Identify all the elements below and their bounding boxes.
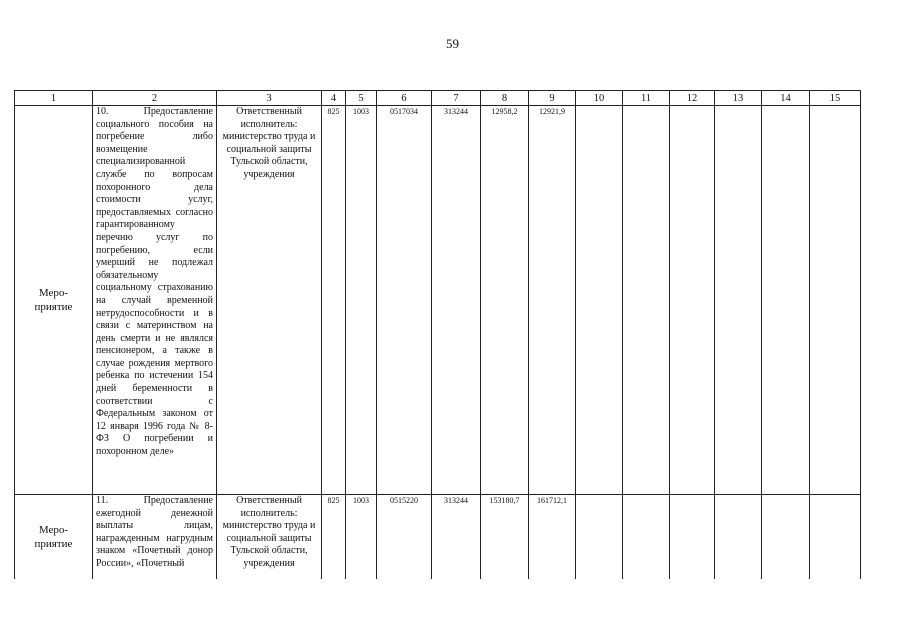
row-type-cell: Меро- приятие xyxy=(15,495,93,580)
row-description-cell: 11. Предоставление ежегодной денежной выплаты лицам, награжденным нагрудным знаком «Почетный донор России», «Почетный xyxy=(93,495,217,580)
header-cell-10: 10 xyxy=(576,91,623,106)
header-cell-8: 8 xyxy=(481,91,529,106)
row-cell-14 xyxy=(762,106,810,495)
row-cell-6: 0515220 xyxy=(377,495,432,580)
row-cell-15 xyxy=(810,106,861,495)
header-cell-9: 9 xyxy=(529,91,576,106)
row-type-cell: Меро- приятие xyxy=(15,106,93,495)
row-cell-6: 0517034 xyxy=(377,106,432,495)
header-cell-5: 5 xyxy=(346,91,377,106)
table-row xyxy=(15,495,861,580)
row-cell-11 xyxy=(623,106,670,495)
row-cell-12 xyxy=(670,495,715,580)
row-cell-7: 313244 xyxy=(432,495,481,580)
row-cell-5: 1003 xyxy=(346,106,377,495)
page-number: 59 xyxy=(446,36,459,51)
row-cell-7: 313244 xyxy=(432,106,481,495)
header-cell-4: 4 xyxy=(322,91,346,106)
header-cell-1: 1 xyxy=(15,91,93,106)
header-cell-6: 6 xyxy=(377,91,432,106)
header-cell-2: 2 xyxy=(93,91,217,106)
row-description-cell: 10. Предоставление социального пособия на погребение либо возмещение специализированной службе по вопросам похоронного дела стоимости услуг, предоставляемых согласно гарантированному перечню услуг по погребению, если умерший не подлежал обязательному социальному страхованию на случай временной нетрудоспособности и в связи с материнством на день смерти и не являлся пенсионером, а также в случае рождения мертвого ребенка по истечении 154 дней беременности в соответствии с Федеральным законом от 12 января 1996 года № 8-ФЗ О погребении и похоронном деле» xyxy=(93,106,217,495)
row-cell-14 xyxy=(762,495,810,580)
row-executor-cell: Ответственный исполнитель: министерство труда и социальной защиты Тульской области, учреждения xyxy=(217,495,322,580)
row-cell-4: 825 xyxy=(322,106,346,495)
row-cell-8: 153180,7 xyxy=(481,495,529,580)
header-cell-11: 11 xyxy=(623,91,670,106)
header-cell-15: 15 xyxy=(810,91,861,106)
header-cell-13: 13 xyxy=(715,91,762,106)
program-table xyxy=(14,90,861,579)
row-cell-12 xyxy=(670,106,715,495)
row-cell-11 xyxy=(623,495,670,580)
row-cell-13 xyxy=(715,106,762,495)
row-cell-4: 825 xyxy=(322,495,346,580)
table-header-row xyxy=(15,91,861,106)
header-cell-12: 12 xyxy=(670,91,715,106)
row-cell-13 xyxy=(715,495,762,580)
row-cell-10 xyxy=(576,495,623,580)
header-cell-3: 3 xyxy=(217,91,322,106)
row-cell-9: 161712,1 xyxy=(529,495,576,580)
header-cell-14: 14 xyxy=(762,91,810,106)
row-cell-9: 12921,9 xyxy=(529,106,576,495)
row-executor-cell: Ответственный исполнитель: министерство труда и социальной защиты Тульской области, учреждения xyxy=(217,106,322,495)
row-cell-10 xyxy=(576,106,623,495)
table-row xyxy=(15,106,861,495)
row-cell-5: 1003 xyxy=(346,495,377,580)
header-cell-7: 7 xyxy=(432,91,481,106)
row-cell-8: 12958,2 xyxy=(481,106,529,495)
row-cell-15 xyxy=(810,495,861,580)
